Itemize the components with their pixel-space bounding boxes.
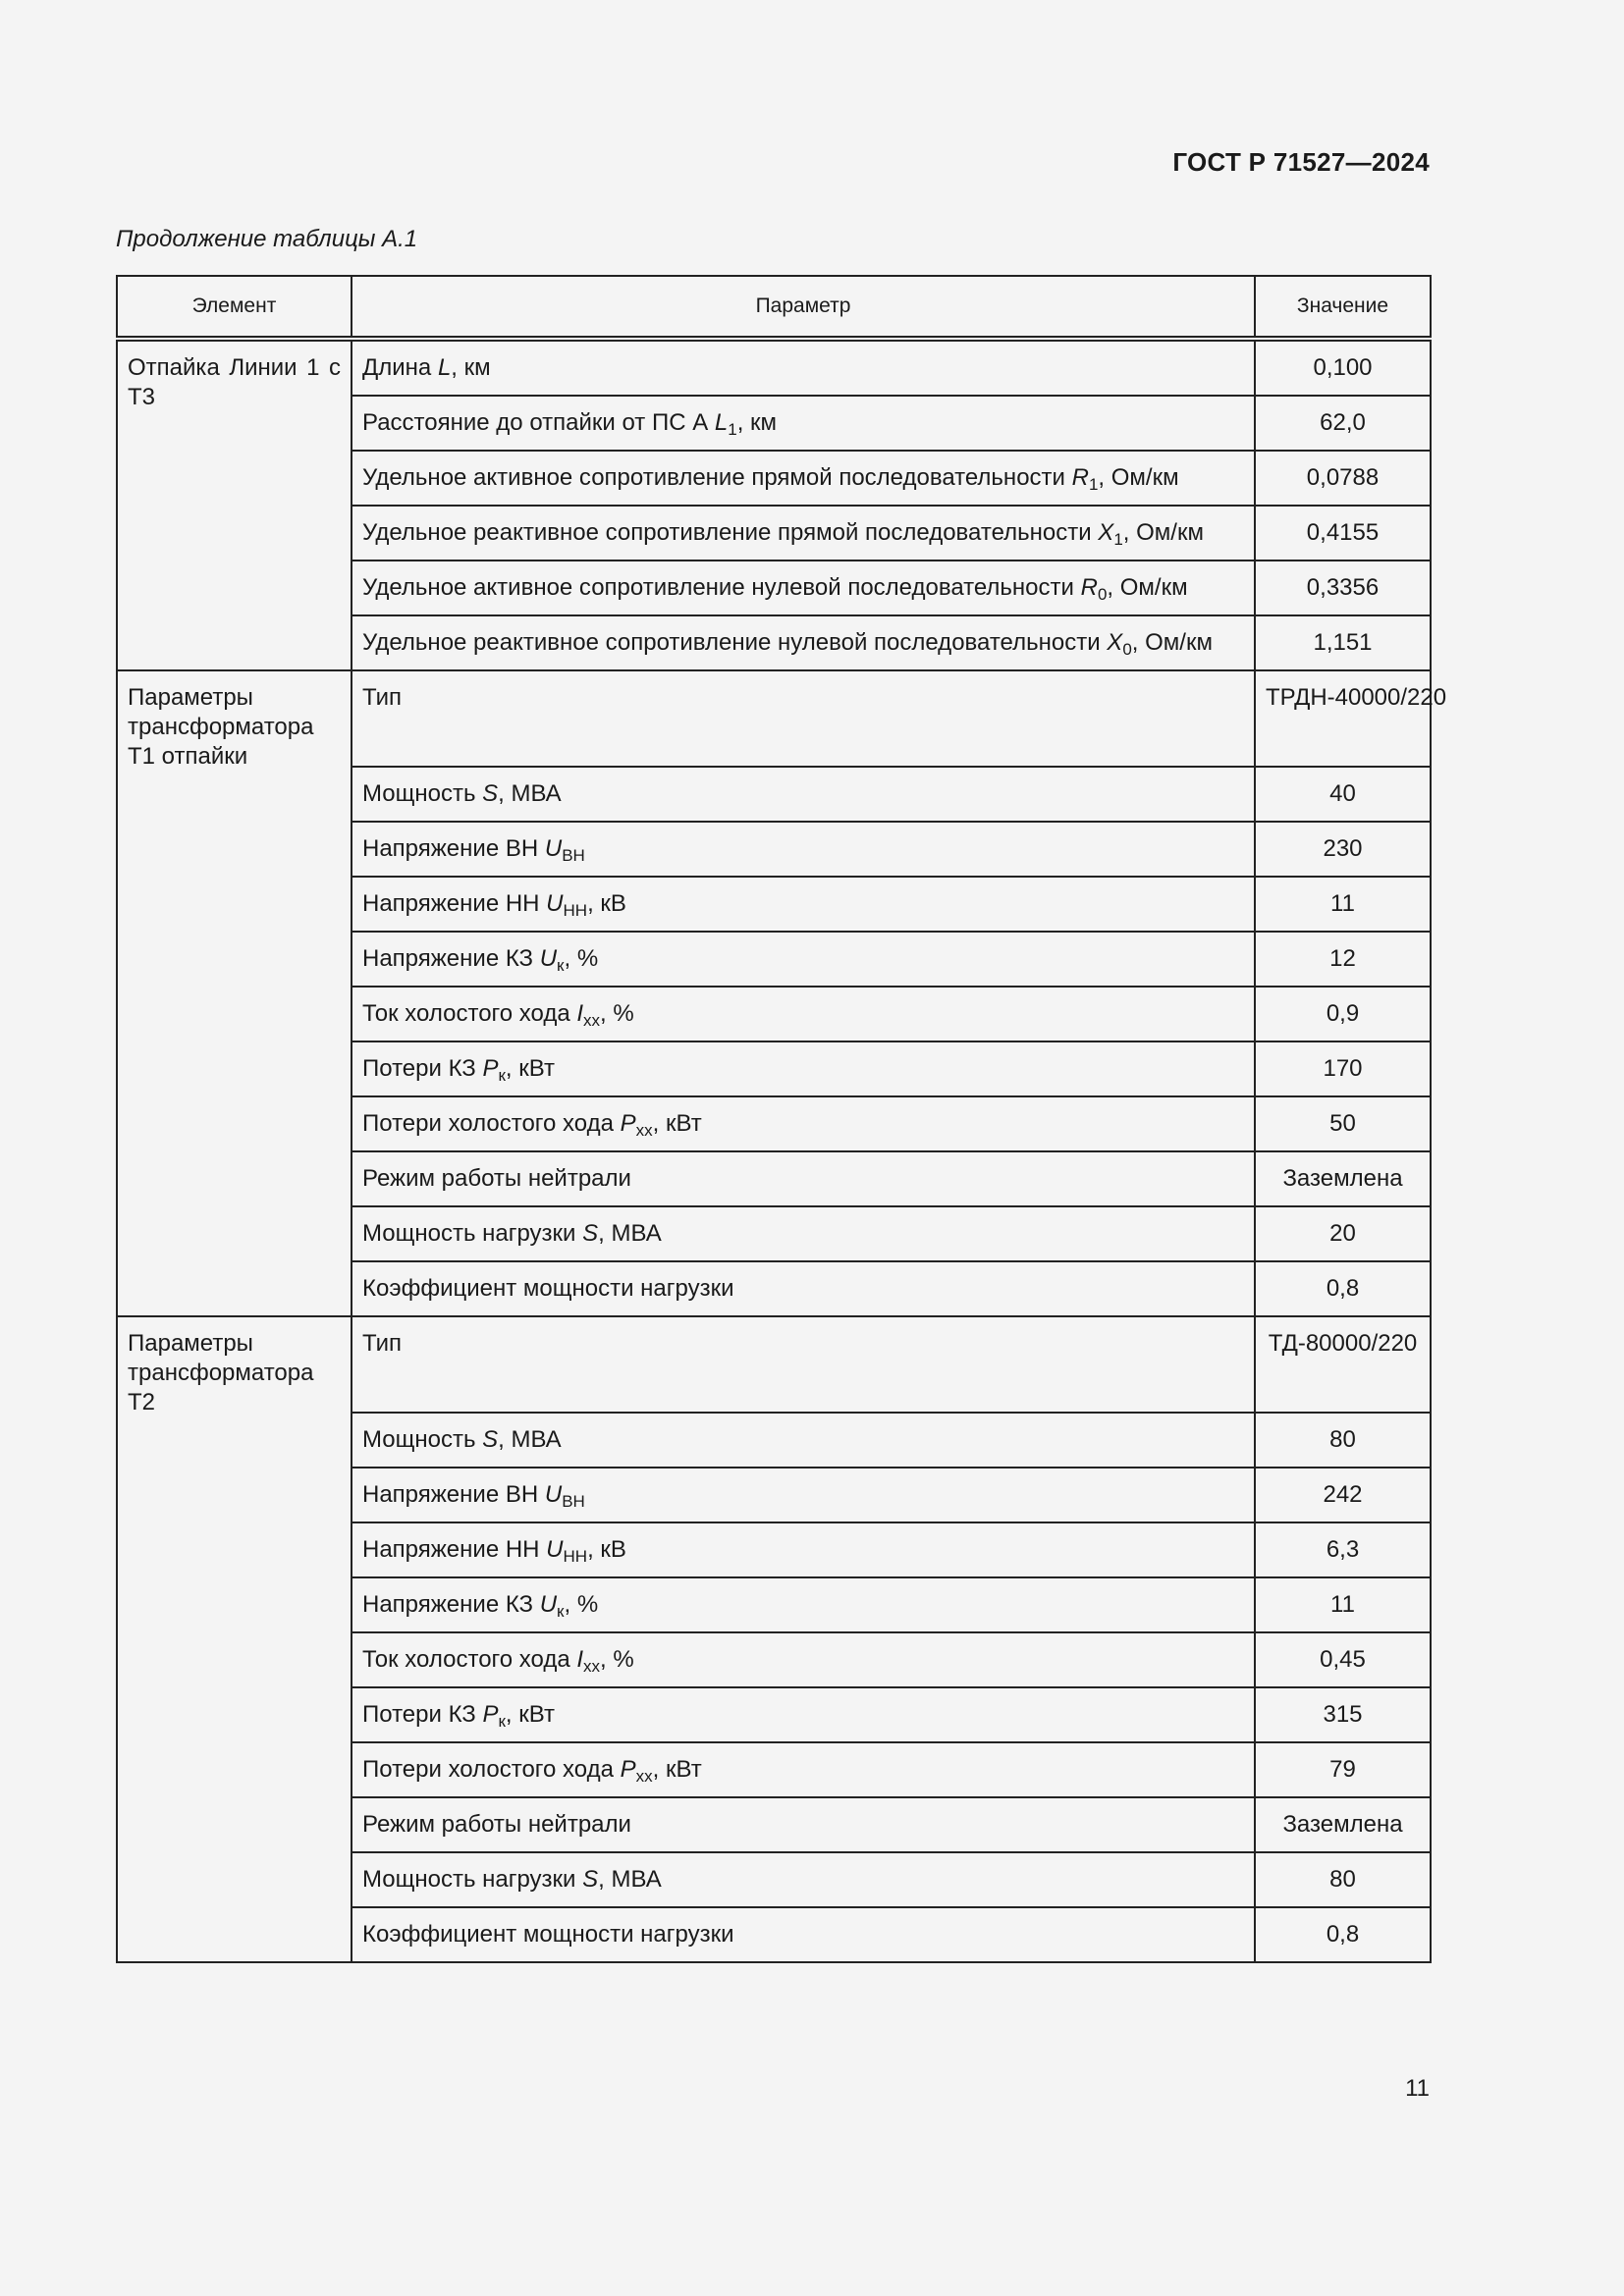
- parameter-unit: , км: [451, 354, 491, 381]
- parameter-label: Потери холостого хода: [362, 1110, 621, 1137]
- parameter-label: Напряжение НН: [362, 890, 547, 917]
- value-cell: 315: [1255, 1687, 1431, 1742]
- parameter-cell: [352, 822, 1255, 877]
- parameter-unit: , МВА: [598, 1220, 662, 1247]
- parameter-unit: , Ом/км: [1107, 574, 1188, 601]
- column-header-element: Элемент: [117, 276, 352, 339]
- parameter-cell: [352, 1687, 1255, 1742]
- parameter-subscript: 1: [1088, 475, 1099, 494]
- parameter-subscript: хх: [583, 1011, 601, 1030]
- parameter-cell: [352, 1468, 1255, 1522]
- value-cell: 20: [1255, 1206, 1431, 1261]
- parameter-label: Режим работы нейтрали: [362, 1165, 631, 1192]
- parameter-label: Мощность: [362, 1426, 483, 1453]
- parameter-symbol: I: [576, 1646, 584, 1673]
- table-header-row: [117, 276, 1431, 339]
- parameter-label: Потери КЗ: [362, 1055, 483, 1082]
- value-cell: 242: [1255, 1468, 1431, 1522]
- parameter-unit: , км: [736, 409, 778, 436]
- value-cell: 0,4155: [1255, 506, 1431, 561]
- parameter-cell: [352, 1852, 1255, 1907]
- parameter-symbol: P: [482, 1701, 499, 1728]
- parameter-label: Длина: [362, 354, 438, 381]
- parameter-subscript: к: [498, 1712, 506, 1731]
- parameter-cell: [352, 1522, 1255, 1577]
- parameter-subscript: 0: [1122, 640, 1132, 659]
- parameter-label: Удельное активное сопротивление прямой последовательности: [362, 464, 1072, 491]
- value-cell: 80: [1255, 1852, 1431, 1907]
- element-cell: Параметры трансформатора Т2: [117, 1316, 352, 1962]
- parameter-label: Расстояние до отпайки от ПС А: [362, 409, 715, 436]
- parameter-label: Ток холостого хода: [362, 1646, 577, 1673]
- parameter-cell: [352, 1632, 1255, 1687]
- parameter-label: Потери холостого хода: [362, 1756, 621, 1783]
- table-caption: Продолжение таблицы А.1: [116, 226, 418, 252]
- parameter-symbol: R: [1071, 464, 1089, 491]
- parameter-symbol: L: [714, 409, 729, 436]
- parameter-subscript: 1: [728, 420, 737, 439]
- parameter-symbol: S: [582, 1220, 599, 1247]
- parameter-subscript: хх: [635, 1121, 653, 1140]
- parameter-unit: , МВА: [498, 1426, 562, 1453]
- value-cell: 0,8: [1255, 1261, 1431, 1316]
- parameter-cell: [352, 451, 1255, 506]
- parameter-symbol: P: [482, 1055, 499, 1082]
- parameter-label: Напряжение КЗ: [362, 1591, 540, 1618]
- value-cell: Заземлена: [1255, 1151, 1431, 1206]
- parameter-symbol: S: [482, 780, 499, 807]
- value-cell: 6,3: [1255, 1522, 1431, 1577]
- table-body: [117, 339, 1447, 1962]
- value-cell: 0,3356: [1255, 561, 1431, 615]
- value-cell: 50: [1255, 1096, 1431, 1151]
- parameter-symbol: U: [539, 945, 558, 972]
- parameter-cell: [352, 1206, 1255, 1261]
- parameter-unit: , МВА: [598, 1866, 662, 1893]
- value-cell: ТРДН-40000/220: [1255, 670, 1431, 767]
- parameter-unit: , МВА: [498, 780, 562, 807]
- parameter-label: Мощность: [362, 780, 483, 807]
- parameter-subscript: к: [557, 956, 565, 975]
- parameters-table: [116, 275, 1447, 1963]
- parameter-cell: [352, 670, 1255, 767]
- parameter-symbol: X: [1107, 629, 1123, 656]
- parameter-symbol: U: [539, 1591, 558, 1618]
- parameter-symbol: X: [1098, 519, 1114, 546]
- parameter-subscript: 1: [1113, 530, 1123, 549]
- table-row: [117, 1316, 1431, 1413]
- parameter-label: Напряжение ВН: [362, 1481, 545, 1508]
- value-cell: 12: [1255, 932, 1431, 987]
- parameter-label: Потери КЗ: [362, 1701, 483, 1728]
- parameter-label: Тип: [362, 684, 403, 711]
- parameter-cell: [352, 561, 1255, 615]
- value-cell: 0,0788: [1255, 451, 1431, 506]
- parameter-symbol: U: [546, 1536, 564, 1563]
- element-cell: Отпайка Линии 1 с Т3: [117, 339, 352, 670]
- parameter-unit: , %: [600, 1646, 634, 1673]
- parameter-unit: , %: [600, 1000, 634, 1027]
- parameter-label: Удельное активное сопротивление нулевой последовательности: [362, 574, 1081, 601]
- parameter-cell: [352, 767, 1255, 822]
- parameter-unit: , кВт: [505, 1055, 555, 1082]
- parameter-unit: , кВт: [652, 1110, 702, 1137]
- parameter-symbol: P: [620, 1110, 636, 1137]
- parameter-cell: [352, 1907, 1255, 1962]
- element-cell: Параметры трансформатора Т1 отпайки: [117, 670, 352, 1316]
- parameter-symbol: P: [620, 1756, 636, 1783]
- parameter-cell: [352, 396, 1255, 451]
- parameter-unit: , Ом/км: [1122, 519, 1204, 546]
- table-row: [117, 670, 1431, 767]
- parameter-unit: , Ом/км: [1098, 464, 1179, 491]
- parameter-subscript: к: [557, 1602, 565, 1621]
- parameter-symbol: R: [1080, 574, 1098, 601]
- parameter-unit: , %: [564, 945, 599, 972]
- parameter-subscript: 0: [1097, 585, 1108, 604]
- parameter-unit: , кВт: [505, 1701, 555, 1728]
- parameter-symbol: L: [437, 354, 452, 381]
- parameter-cell: [352, 987, 1255, 1041]
- parameter-cell: [352, 339, 1255, 396]
- parameter-cell: [352, 1316, 1255, 1413]
- parameter-label: Коэффициент мощности нагрузки: [362, 1921, 734, 1948]
- value-cell: ТД-80000/220: [1255, 1316, 1431, 1413]
- column-header-value: Значение: [1255, 276, 1431, 339]
- value-cell: 62,0: [1255, 396, 1431, 451]
- parameter-unit: , %: [564, 1591, 599, 1618]
- page-number: 11: [1405, 2075, 1430, 2102]
- parameter-cell: [352, 506, 1255, 561]
- parameter-label: Напряжение НН: [362, 1536, 547, 1563]
- parameter-cell: [352, 1742, 1255, 1797]
- parameter-label: Тип: [362, 1330, 403, 1357]
- parameter-cell: [352, 1413, 1255, 1468]
- parameter-symbol: S: [482, 1426, 499, 1453]
- parameter-subscript: НН: [563, 901, 588, 920]
- value-cell: Заземлена: [1255, 1797, 1431, 1852]
- parameter-subscript: НН: [563, 1547, 588, 1566]
- parameter-subscript: ВН: [562, 1492, 585, 1511]
- parameter-label: Удельное реактивное сопротивление прямой последовательности: [362, 519, 1099, 546]
- value-cell: 0,9: [1255, 987, 1431, 1041]
- parameter-subscript: хх: [583, 1657, 601, 1676]
- parameter-unit: , кВ: [587, 890, 626, 917]
- value-cell: 0,45: [1255, 1632, 1431, 1687]
- value-cell: 11: [1255, 877, 1431, 932]
- parameter-cell: [352, 1577, 1255, 1632]
- parameter-subscript: к: [498, 1066, 506, 1085]
- parameter-cell: [352, 877, 1255, 932]
- parameter-label: Ток холостого хода: [362, 1000, 577, 1027]
- parameter-label: Мощность нагрузки: [362, 1220, 583, 1247]
- parameter-cell: [352, 1797, 1255, 1852]
- value-cell: 230: [1255, 822, 1431, 877]
- parameter-label: Удельное реактивное сопротивление нулевой последовательности: [362, 629, 1108, 656]
- parameter-label: Напряжение ВН: [362, 835, 545, 862]
- parameter-cell: [352, 615, 1255, 670]
- parameter-cell: [352, 1261, 1255, 1316]
- parameter-label: Мощность нагрузки: [362, 1866, 583, 1893]
- value-cell: 80: [1255, 1413, 1431, 1468]
- parameter-label: Напряжение КЗ: [362, 945, 540, 972]
- value-cell: 0,100: [1255, 339, 1431, 396]
- value-cell: 0,8: [1255, 1907, 1431, 1962]
- column-header-parameter: Параметр: [352, 276, 1255, 339]
- parameter-symbol: U: [546, 890, 564, 917]
- parameter-cell: [352, 1041, 1255, 1096]
- parameter-subscript: ВН: [562, 846, 585, 865]
- value-cell: 11: [1255, 1577, 1431, 1632]
- parameter-symbol: S: [582, 1866, 599, 1893]
- parameter-unit: , кВ: [587, 1536, 626, 1563]
- value-cell: 170: [1255, 1041, 1431, 1096]
- value-cell: 40: [1255, 767, 1431, 822]
- parameter-subscript: хх: [635, 1767, 653, 1786]
- parameter-label: Коэффициент мощности нагрузки: [362, 1275, 734, 1302]
- value-cell: 1,151: [1255, 615, 1431, 670]
- parameter-symbol: U: [544, 835, 563, 862]
- value-cell: 79: [1255, 1742, 1431, 1797]
- parameter-unit: , Ом/км: [1131, 629, 1213, 656]
- parameter-label: Режим работы нейтрали: [362, 1811, 631, 1838]
- table-row: [117, 339, 1431, 396]
- parameter-symbol: U: [544, 1481, 563, 1508]
- parameter-unit: , кВт: [652, 1756, 702, 1783]
- parameter-cell: [352, 932, 1255, 987]
- parameter-symbol: I: [576, 1000, 584, 1027]
- document-id: ГОСТ Р 71527—2024: [1172, 147, 1430, 177]
- parameter-cell: [352, 1096, 1255, 1151]
- parameter-cell: [352, 1151, 1255, 1206]
